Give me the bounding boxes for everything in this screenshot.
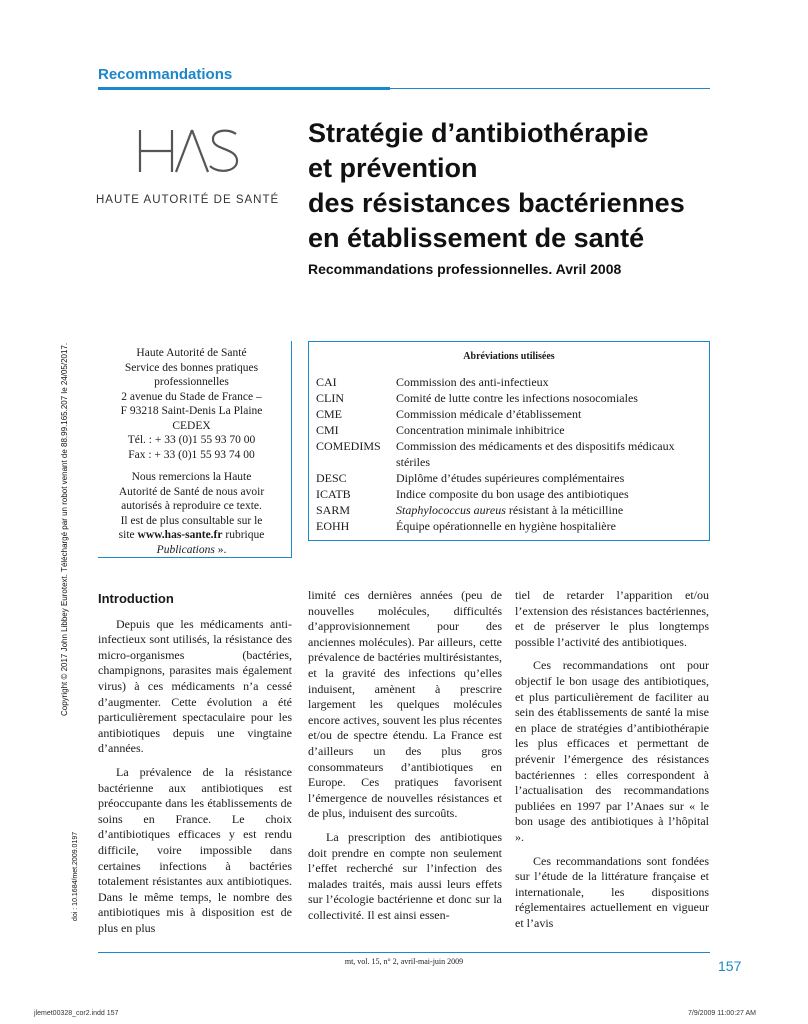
contact-line: professionnelles	[154, 376, 229, 388]
contact-address	[98, 346, 285, 462]
abbreviation-def	[396, 502, 702, 518]
journal-citation: mt, vol. 15, n° 2, avril-mai-juin 2009	[344, 957, 464, 966]
abbreviation-key: CME	[316, 407, 343, 421]
header-rule-thick	[98, 87, 390, 90]
abbreviation-def-italic: Staphylococcus aureus	[396, 503, 509, 517]
abbreviation-def: Comité de lutte contre les infections nosocomiales	[396, 391, 638, 405]
abbreviation-def: Commission des anti-infectieux	[396, 375, 549, 389]
contact-phone: Tél. : + 33 (0)1 55 93 70 00	[127, 434, 256, 446]
paragraph: tiel de retarder l’apparition et/ou l’extension des résistances bactériennes, et de préserver le plus longtemps possible l’activité des antibiotiques.	[515, 588, 709, 649]
abbreviations-box	[308, 341, 710, 541]
abbreviation-row	[309, 502, 709, 518]
body-column-3	[515, 588, 709, 931]
title-line: Stratégie d’antibiothérapie	[308, 118, 649, 148]
abbreviations-title: Abréviations utilisées	[463, 351, 555, 362]
paragraph: Ces recommandations sont fondées sur l’étude de la littérature française et internationale, les dispositions réglementaires actuellement en vigueur et l’avis	[515, 853, 709, 930]
contact-line: F 93218 Saint-Denis La Plaine	[120, 405, 263, 417]
contact-line: 2 avenue du Stade de France –	[121, 390, 262, 403]
title-line: et prévention	[308, 153, 478, 183]
abbreviation-key: SARM	[316, 503, 351, 517]
paragraph: La prévalence de la résistance bactérienne aux antibiotiques est préoccupante dans les établissements de soins en France. Le choix d’antibiotiques efficaces y est rendu difficile, voire impossible dans certaines infections à bactéries totalement résistantes aux antibiotiques. Dans le même temps, le nombre des antibiotiques mis à disposition est de plus en plus	[98, 764, 292, 935]
copyright-notice: Copyright © 2017 John Libbey Eurotext. Téléchargé par un robot venant de 88.99.165.207 le 24/05/2017.	[60, 342, 69, 716]
contact-line: Haute Autorité de Santé	[136, 347, 247, 359]
contact-fax: Fax : + 33 (0)1 55 93 74 00	[128, 448, 255, 461]
has-logo	[96, 120, 281, 206]
section-label: Recommandations	[98, 66, 233, 83]
print-file-info: jlemet00328_cor2.indd 157	[34, 1010, 119, 1017]
print-date-info: 7/9/2009 11:00:27 AM	[688, 1010, 756, 1017]
abbreviation-key: EOHH	[316, 519, 350, 533]
abbreviation-row	[309, 374, 709, 390]
contact-box	[98, 341, 292, 558]
abbreviation-def-rest: résistant à la méticilline	[508, 503, 624, 517]
paragraph: limité ces dernières années (peu de nouvelles molécules, difficultés d’approvisionnement pour des anciennes molécules). Par ailleurs, cette prévalence de bactéries multirésistantes, et la gravité des infections qu’elles induisent, amènent à prescrire largement les quelques molécules encore actives, souvent les plus récentes et/ou de spectre étendu. La France est d’ailleurs un des plus gros consommateurs d’antibiotiques en Europe. Ces pratiques favorisent l’émergence de nouvelles résistances et de plus, induisent des surcoûts.	[308, 588, 502, 821]
abbreviation-key: COMEDIMS	[316, 439, 381, 453]
abbreviation-def: Commission médicale d’établissement	[396, 407, 582, 421]
doi-label: doi : 10.1684/met.2009.0197	[72, 831, 79, 921]
logo-org-name: HAUTE AUTORITÉ DE SANTÉ	[96, 194, 280, 206]
abbreviation-row	[309, 406, 709, 422]
abbreviation-def: Concentration minimale inhibitrice	[396, 423, 565, 437]
abbreviation-row	[309, 422, 709, 438]
contact-line: Service des bonnes pratiques	[124, 361, 259, 374]
abbreviation-row	[309, 518, 709, 534]
footer-rule	[98, 952, 710, 953]
thanks-line: Il est de plus consultable sur le	[120, 514, 263, 527]
thanks-line: Nous remercions la Haute	[131, 471, 252, 483]
article-subtitle: Recommandations professionnelles. Avril 2008	[308, 261, 622, 277]
body-column-2	[308, 588, 502, 923]
abbreviation-key: CAI	[316, 375, 337, 389]
body-column-1	[98, 591, 292, 936]
abbreviation-key: CLIN	[316, 391, 344, 405]
publications-label: Publications	[156, 543, 215, 556]
site-suffix: rubrique	[222, 529, 265, 541]
abbreviation-row	[309, 390, 709, 406]
abbreviation-row	[309, 486, 709, 502]
contact-thanks	[98, 470, 285, 557]
title-line: des résistances bactériennes	[308, 188, 685, 218]
contact-line: CEDEX	[172, 419, 211, 432]
header-rule-thin	[390, 88, 710, 89]
paragraph: La prescription des antibiotiques doit prendre en compte non seulement l’effet recherché sur l’infection des malades traités, mais aussi leurs effets sur l’écologie bactérienne et donc sur la collectivité. Il est ainsi essen-	[308, 829, 502, 922]
abbreviation-key: ICATB	[316, 487, 351, 501]
paragraph: Depuis que les médicaments anti-infectieux sont utilisés, la résistance des micro-organismes (bactéries, champignons, parasites mais également virus) à ces médicaments n’a cessé d’augmenter. Cette évolution a été particulièrement spectaculaire pour les antibiotiques depuis une vingtaine d’années.	[98, 616, 292, 756]
has-logo-mark	[96, 120, 246, 182]
abbreviation-def: Indice composite du bon usage des antibiotiques	[396, 487, 629, 501]
site-prefix: site	[118, 529, 138, 541]
article-title	[308, 116, 728, 256]
abbreviation-def: Équipe opérationnelle en hygiène hospitalière	[396, 519, 616, 533]
introduction-heading: Introduction	[98, 591, 174, 606]
publications-suffix: ».	[214, 543, 227, 556]
abbreviation-def: Diplôme d’études supérieures complémentaires	[396, 471, 625, 485]
title-line: en établissement de santé	[308, 223, 645, 253]
abbreviation-row	[309, 438, 709, 470]
abbreviation-def: Commission des médicaments et des dispositifs médicaux stériles	[396, 439, 675, 469]
abbreviation-key: CMI	[316, 423, 339, 437]
paragraph: Ces recommandations ont pour objectif le bon usage des antibiotiques, et plus particulièrement de faciliter au sein des établissements de santé la mise en place de stratégies d’antibiothérapie les plus efficaces et permettant de prévenir l’émergence des résistances bactériennes : elles correspondent à l’actualisation des recommandations publiées en 1997 par l’Anaes sur « le bon usage des antibiotiques à l’hôpital ».	[515, 658, 709, 844]
thanks-line: Autorité de Santé de nous avoir	[118, 485, 265, 498]
site-link[interactable]: www.has-sante.fr	[137, 529, 223, 541]
thanks-line: autorisés à reproduire ce texte.	[121, 500, 262, 512]
abbreviation-key: DESC	[316, 471, 347, 485]
page-number: 157	[718, 958, 742, 974]
abbreviation-row	[309, 470, 709, 486]
